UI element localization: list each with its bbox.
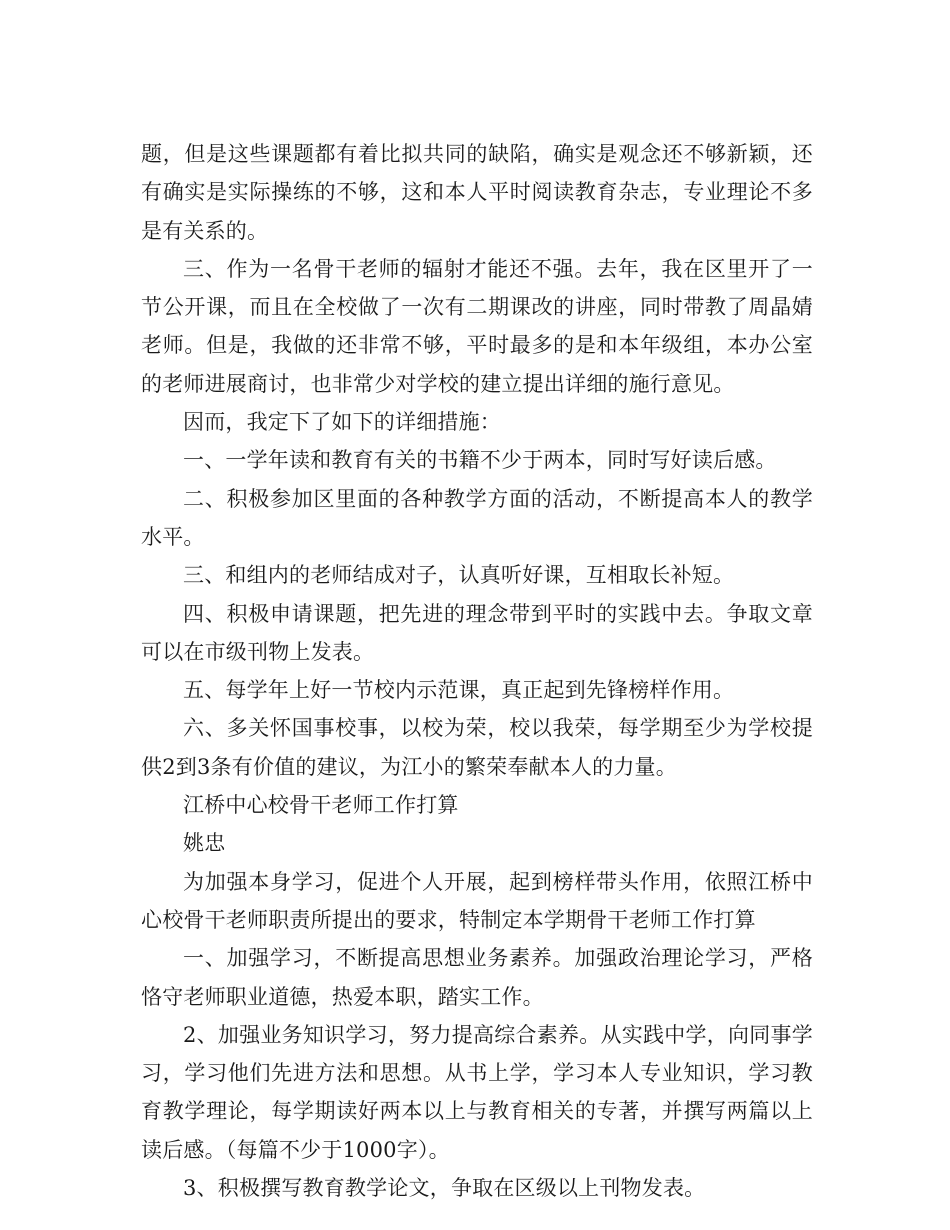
- paragraph-continued-topic: 题，但是这些课题都有着比拟共同的缺陷，确实是观念还不够新颖，还有确实是实际操练的不够，这和本人平时阅读教育杂志，专业理论不多是有关系的。: [141, 142, 813, 243]
- paragraph-plan-item-two: 2、加强业务知识学习，努力提高综合素养。从实践中学，向同事学习，学习他们先进方法和思想。从书上学，学习本人专业知识，学习教育教学理论，每学期读好两本以上与教育相关的专著，并撰写两篇以上读后感。（每篇不少于1000字）。: [141, 1022, 813, 1162]
- paragraph-measure-six: 六、多关怀国事校事，以校为荣，校以我荣，每学期至少为学校提供2到3条有价值的建议，为江小的繁荣奉献本人的力量。: [141, 716, 813, 779]
- paragraph-measure-four: 四、积极申请课题，把先进的理念带到平时的实践中去。争取文章可以在市级刊物上发表。: [141, 601, 813, 664]
- document-body: [141, 135, 813, 1207]
- paragraph-measure-three: 三、和组内的老师结成对子，认真听好课，互相取长补短。: [183, 563, 735, 588]
- paragraph-plan-item-one: 一、加强学习，不断提高思想业务素养。加强政治理论学习，严格恪守老师职业道德，热爱本职，踏实工作。: [141, 946, 813, 1009]
- paragraph-point-three-radiation: 三、作为一名骨干老师的辐射才能还不强。去年，我在区里开了一节公开课，而且在全校做了一次有二期课改的讲座，同时带教了周晶婧老师。但是，我做的还非常不够，平时最多的是和本年级组，本办公室的老师进展商讨，也非常少对学校的建立提出详细的施行意见。: [141, 256, 813, 396]
- author-name: 姚忠: [183, 831, 226, 856]
- paragraph-measure-two: 二、积极参加区里面的各种教学方面的活动，不断提高本人的教学水平。: [141, 486, 813, 549]
- paragraph-measure-five: 五、每学年上好一节校内示范课，真正起到先锋榜样作用。: [183, 678, 735, 703]
- paragraph-plan-intro: 为加强本身学习，促进个人开展，起到榜样带头作用，依照江桥中心校骨干老师职责所提出的要求，特制定本学期骨干老师工作打算: [141, 869, 813, 932]
- paragraph-measures-intro: 因而，我定下了如下的详细措施：: [183, 410, 501, 435]
- section-title: 江桥中心校骨干老师工作打算: [183, 793, 459, 818]
- paragraph-measure-one: 一、一学年读和教育有关的书籍不少于两本，同时写好读后感。: [183, 448, 777, 473]
- paragraph-plan-item-three: 3、积极撰写教育教学论文，争取在区级以上刊物发表。: [183, 1176, 706, 1201]
